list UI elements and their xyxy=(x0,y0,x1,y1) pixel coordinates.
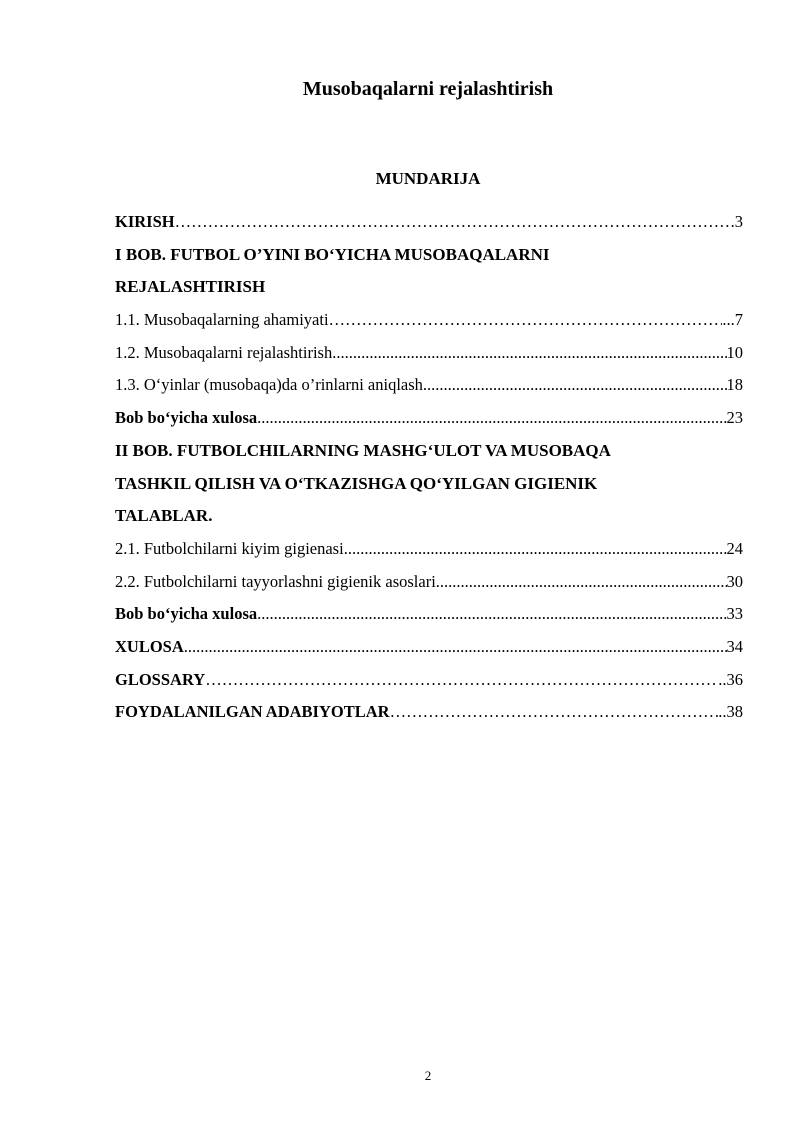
document-title: Musobaqalarni rejalashtirish xyxy=(302,78,554,100)
toc-entry-page: 18 xyxy=(726,375,743,395)
toc-heading: MUNDARIJA xyxy=(375,169,481,188)
toc-entry-page: 34 xyxy=(726,636,743,656)
toc-entry xyxy=(115,598,743,631)
toc-entry xyxy=(115,304,743,337)
toc-entry xyxy=(115,435,743,468)
toc-entry-label: Bob bo‘yicha xulosa xyxy=(115,604,258,624)
table-of-contents xyxy=(115,206,743,729)
toc-entry-label: REJALASHTIRISH xyxy=(115,277,266,297)
toc-entry xyxy=(115,533,743,566)
toc-leader-dots xyxy=(423,369,727,402)
toc-leader-dots xyxy=(344,533,727,566)
toc-entry-label: 2.2. Futbolchilarni tayyorlashni gigienik asoslari xyxy=(115,571,436,591)
toc-entry-page: 23 xyxy=(726,408,743,428)
toc-entry-label: 1.3. O‘yinlar (musobaqa)da o’rinlarni aniqlash xyxy=(115,375,423,395)
toc-entry-page: .3 xyxy=(730,212,743,231)
toc-entry xyxy=(115,566,743,599)
toc-entry xyxy=(115,500,743,533)
toc-entry-label: 1.2. Musobaqalarni rejalashtirish xyxy=(115,342,333,362)
toc-entry xyxy=(115,206,743,239)
toc-entry xyxy=(115,468,743,501)
toc-entry-page: 30 xyxy=(726,571,743,591)
toc-entry xyxy=(115,696,743,729)
toc-leader-dots xyxy=(436,566,727,599)
toc-entry xyxy=(115,402,743,435)
toc-entry-label: II BOB. FUTBOLCHILARNING MASHG‘ULOT VA MUSOBAQA xyxy=(115,440,611,460)
toc-leader-dots xyxy=(390,696,719,729)
toc-leader-dots xyxy=(257,402,726,435)
toc-entry-page: ..38 xyxy=(718,702,743,722)
toc-entry-label: 2.1. Futbolchilarni kiyim gigienasi xyxy=(115,538,344,558)
toc-entry xyxy=(115,369,743,402)
toc-entry-page: ..36 xyxy=(718,669,743,689)
toc-entry-page: ...7 xyxy=(722,310,743,330)
toc-entry-page: 24 xyxy=(726,538,743,558)
page-number: 2 xyxy=(424,1068,432,1083)
toc-entry-label: TASHKIL QILISH VA O‘TKAZISHGA QO‘YILGAN GIGIENIK xyxy=(115,473,598,493)
toc-entry-label: XULOSA xyxy=(115,636,184,656)
toc-entry-label: 1.1. Musobaqalarning ahamiyati xyxy=(115,310,329,330)
toc-leader-dots xyxy=(184,631,727,664)
toc-entry-page: 10 xyxy=(726,342,743,362)
toc-entry xyxy=(115,337,743,370)
toc-entry xyxy=(115,631,743,664)
toc-entry-label: I BOB. FUTBOL O’YINI BO‘YICHA MUSOBAQALARNI xyxy=(115,244,550,264)
toc-entry xyxy=(115,271,743,304)
toc-leader-dots xyxy=(205,664,718,697)
toc-entry xyxy=(115,239,743,272)
toc-leader-dots xyxy=(175,206,731,239)
toc-entry-label: FOYDALANILGAN ADABIYOTLAR xyxy=(115,702,390,722)
toc-entry-label: Bob bo‘yicha xulosa xyxy=(115,408,258,428)
toc-entry xyxy=(115,664,743,697)
toc-entry-label: GLOSSARY xyxy=(115,669,206,689)
toc-leader-dots xyxy=(257,598,726,631)
toc-entry-label: KIRISH xyxy=(115,212,175,231)
toc-leader-dots xyxy=(329,304,723,337)
toc-leader-dots xyxy=(332,337,726,370)
toc-entry-page: 33 xyxy=(726,604,743,624)
toc-entry-label: TALABLAR. xyxy=(115,506,213,526)
